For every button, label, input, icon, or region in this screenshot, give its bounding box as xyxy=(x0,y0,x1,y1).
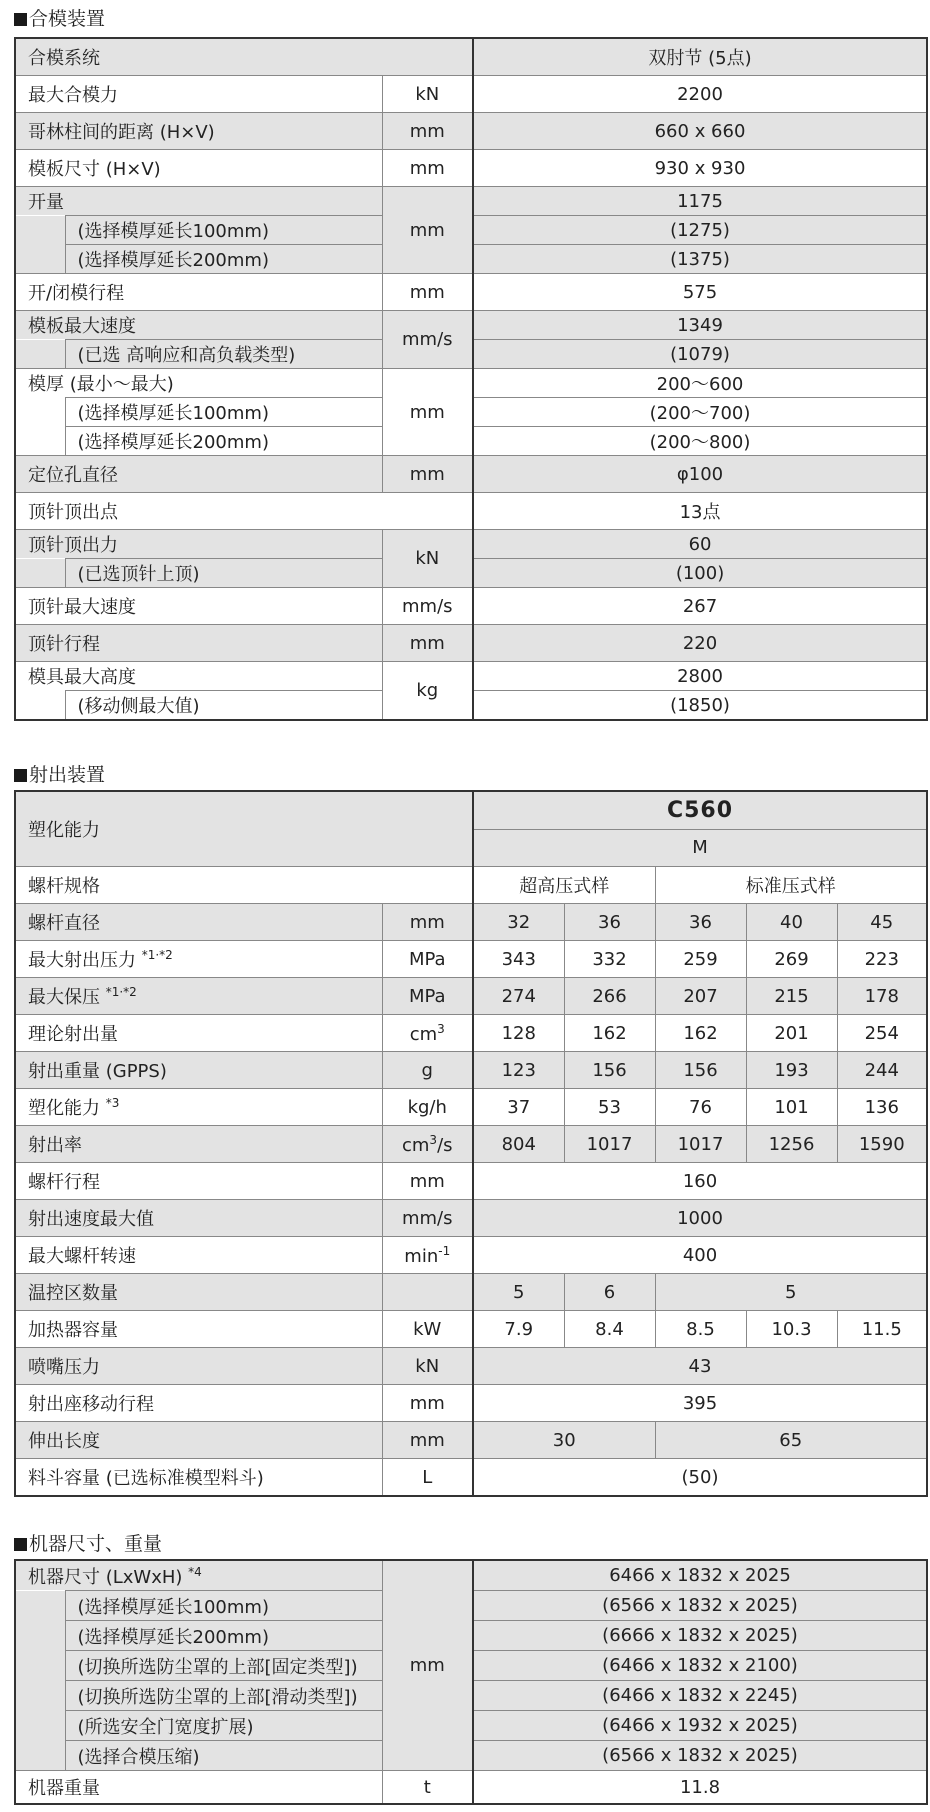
row-value: 1175 xyxy=(473,187,927,216)
row-value: 1590 xyxy=(837,1126,927,1163)
row-unit xyxy=(382,1015,473,1052)
row-value: (100) xyxy=(473,559,927,588)
row-value: 11.5 xyxy=(837,1311,927,1348)
row-value: 162 xyxy=(655,1015,746,1052)
row-value: 36 xyxy=(564,904,655,941)
clamp-system-value: 双肘节 (5点) xyxy=(473,38,927,76)
row-value: 215 xyxy=(746,978,837,1015)
row-unit: mm xyxy=(382,113,473,150)
row-label: 顶针行程 xyxy=(15,625,382,662)
row-value: 32 xyxy=(473,904,564,941)
row-value: 8.5 xyxy=(655,1311,746,1348)
label-text: 机器尺寸 (LxWxH) xyxy=(28,1566,189,1588)
table-row xyxy=(15,113,927,150)
row-sublabel: (所选安全门宽度扩展) xyxy=(65,1711,382,1741)
row-label: 螺杆行程 xyxy=(15,1163,382,1200)
row-value: 193 xyxy=(746,1052,837,1089)
row-value: (6466 x 1832 x 2245) xyxy=(473,1681,927,1711)
row-value: (6566 x 1832 x 2025) xyxy=(473,1741,927,1771)
row-value: (6466 x 1932 x 2025) xyxy=(473,1711,927,1741)
row-label: 温控区数量 xyxy=(15,1274,382,1311)
table-row xyxy=(15,274,927,311)
row-value: 76 xyxy=(655,1089,746,1126)
row-unit xyxy=(382,1126,473,1163)
unit-text: cm xyxy=(401,1134,430,1156)
row-sublabel: (选择合模压缩) xyxy=(65,1741,382,1771)
row-value: (200～700) xyxy=(473,398,927,427)
row-value: 1349 xyxy=(473,311,927,340)
row-sublabel: (选择模厚延长200mm) xyxy=(65,427,382,456)
row-value: (1850) xyxy=(473,691,927,721)
row-unit: mm/s xyxy=(382,1200,473,1237)
model-logo-text: C560 xyxy=(666,797,734,823)
row-value: 201 xyxy=(746,1015,837,1052)
row-value: 244 xyxy=(837,1052,927,1089)
row-value: 60 xyxy=(473,530,927,559)
row-unit: mm/s xyxy=(382,311,473,369)
row-value: 259 xyxy=(655,941,746,978)
table-row xyxy=(15,76,927,113)
square-bullet-icon xyxy=(14,13,27,26)
row-sublabel: (移动侧最大值) xyxy=(65,691,382,721)
row-unit: t xyxy=(382,1771,473,1805)
row-label xyxy=(15,904,382,941)
row-label: 加热器容量 xyxy=(15,1311,382,1348)
row-value: 400 xyxy=(473,1237,927,1274)
row-unit xyxy=(382,1052,473,1089)
row-value: 5 xyxy=(655,1274,927,1311)
row-unit: mm xyxy=(382,625,473,662)
row-unit: L xyxy=(382,1459,473,1497)
row-unit xyxy=(382,978,473,1015)
row-label: 模具最大高度 xyxy=(15,662,382,691)
square-bullet-icon xyxy=(14,769,27,782)
section-title-dimensions xyxy=(14,1531,162,1557)
indent-spacer xyxy=(15,1711,65,1741)
table-row xyxy=(15,1311,927,1348)
row-value: 65 xyxy=(655,1422,927,1459)
section-title-injection xyxy=(14,762,105,788)
row-value: 1017 xyxy=(564,1126,655,1163)
indent-spacer xyxy=(15,1621,65,1651)
section-title-text: 机器尺寸、重量 xyxy=(29,1533,163,1555)
row-value: 53 xyxy=(564,1089,655,1126)
row-label: 螺杆规格 xyxy=(15,867,473,904)
row-value: 266 xyxy=(564,978,655,1015)
row-label: 哥林柱间的距离 (H×V) xyxy=(15,113,382,150)
row-value: 178 xyxy=(837,978,927,1015)
label-text: 射出重量 (GPPS) xyxy=(28,1061,167,1082)
table-row xyxy=(15,1089,927,1126)
footnote-mark: *3 xyxy=(105,1096,120,1110)
unit-tail: /s xyxy=(437,1134,453,1156)
table-row xyxy=(15,978,927,1015)
row-unit: mm/s xyxy=(382,588,473,625)
row-unit: mm xyxy=(382,369,473,456)
row-value: 223 xyxy=(837,941,927,978)
table-row xyxy=(15,456,927,493)
row-unit: mm xyxy=(382,456,473,493)
model-variant: M xyxy=(473,829,927,867)
table-row xyxy=(15,1422,927,1459)
unit-text: cm xyxy=(409,1023,438,1045)
row-sublabel: (选择模厚延长100mm) xyxy=(65,216,382,245)
unit-text: kg/h xyxy=(407,1096,447,1118)
model-logo xyxy=(473,791,927,829)
injection-table xyxy=(14,790,928,1497)
row-value: 8.4 xyxy=(564,1311,655,1348)
row-unit: mm xyxy=(382,1385,473,1422)
row-unit: kg xyxy=(382,662,473,721)
row-value: φ100 xyxy=(473,456,927,493)
row-label: 最大合模力 xyxy=(15,76,382,113)
row-label xyxy=(15,1015,382,1052)
row-value: 220 xyxy=(473,625,927,662)
row-value: 274 xyxy=(473,978,564,1015)
row-unit xyxy=(382,1274,473,1311)
row-sublabel: (切换所选防尘罩的上部[滑动类型]) xyxy=(65,1681,382,1711)
row-value: 395 xyxy=(473,1385,927,1422)
row-value: 45 xyxy=(837,904,927,941)
row-label xyxy=(15,1560,382,1591)
row-value: 7.9 xyxy=(473,1311,564,1348)
square-bullet-icon xyxy=(14,1538,27,1551)
row-value: 269 xyxy=(746,941,837,978)
table-row xyxy=(15,1015,927,1052)
footnote-mark: *1·*2 xyxy=(105,985,137,999)
row-sublabel: (选择模厚延长100mm) xyxy=(65,1591,382,1621)
row-value: 1017 xyxy=(655,1126,746,1163)
row-label: 射出座移动行程 xyxy=(15,1385,382,1422)
row-label: 最大螺杆转速 xyxy=(15,1237,382,1274)
row-value: 123 xyxy=(473,1052,564,1089)
row-label: 模板尺寸 (H×V) xyxy=(15,150,382,187)
table-row xyxy=(15,791,927,829)
row-value: 128 xyxy=(473,1015,564,1052)
row-unit: mm xyxy=(382,1560,473,1771)
row-value: 43 xyxy=(473,1348,927,1385)
table-row xyxy=(15,38,927,76)
table-row xyxy=(15,588,927,625)
row-unit: mm xyxy=(382,187,473,274)
unit-text: MPa xyxy=(408,948,446,970)
table-row xyxy=(15,941,927,978)
row-value: 1000 xyxy=(473,1200,927,1237)
row-unit xyxy=(382,941,473,978)
table-row xyxy=(15,1385,927,1422)
row-value: (6466 x 1832 x 2100) xyxy=(473,1651,927,1681)
row-label: 模厚 (最小～最大) xyxy=(15,369,382,398)
table-row xyxy=(15,1771,927,1805)
table-row xyxy=(15,1348,927,1385)
row-value: 6 xyxy=(564,1274,655,1311)
row-label: 喷嘴压力 xyxy=(15,1348,382,1385)
table-row xyxy=(15,904,927,941)
label-text: 螺杆直径 xyxy=(28,913,100,934)
row-value: 343 xyxy=(473,941,564,978)
footnote-mark: *4 xyxy=(188,1564,202,1579)
row-value: 101 xyxy=(746,1089,837,1126)
row-label: 顶针顶出力 xyxy=(15,530,382,559)
row-value: (1375) xyxy=(473,245,927,274)
row-label: 定位孔直径 xyxy=(15,456,382,493)
unit-text: MPa xyxy=(408,985,446,1007)
row-value: 10.3 xyxy=(746,1311,837,1348)
row-value: 5 xyxy=(473,1274,564,1311)
row-sublabel: (切换所选防尘罩的上部[固定类型]) xyxy=(65,1651,382,1681)
row-value: 1256 xyxy=(746,1126,837,1163)
indent-spacer xyxy=(15,216,65,245)
row-value: 156 xyxy=(655,1052,746,1089)
row-unit: mm xyxy=(382,274,473,311)
section-title-text: 合模装置 xyxy=(29,8,106,30)
row-value: (6566 x 1832 x 2025) xyxy=(473,1591,927,1621)
row-value: 2200 xyxy=(473,76,927,113)
unit-sup: 3 xyxy=(437,1021,445,1036)
row-value: 2800 xyxy=(473,662,927,691)
indent-spacer xyxy=(15,398,65,427)
row-value: 36 xyxy=(655,904,746,941)
row-value: (1275) xyxy=(473,216,927,245)
indent-spacer xyxy=(15,427,65,456)
table-row xyxy=(15,311,927,340)
unit-sup: -1 xyxy=(438,1243,451,1258)
row-sublabel: (选择模厚延长200mm) xyxy=(65,245,382,274)
table-row xyxy=(15,1163,927,1200)
row-value: (200～800) xyxy=(473,427,927,456)
row-label xyxy=(15,941,382,978)
row-unit: kW xyxy=(382,1311,473,1348)
table-row xyxy=(15,1274,927,1311)
screw-type-standard: 标准压式样 xyxy=(655,867,927,904)
table-row xyxy=(15,1237,927,1274)
unit-sup: 3 xyxy=(429,1132,438,1147)
row-value: 660 x 660 xyxy=(473,113,927,150)
row-label: 顶针最大速度 xyxy=(15,588,382,625)
row-sublabel: (已选顶针上顶) xyxy=(65,559,382,588)
row-value: 207 xyxy=(655,978,746,1015)
row-unit xyxy=(382,1089,473,1126)
table-row xyxy=(15,867,927,904)
row-value: 156 xyxy=(564,1052,655,1089)
section-title-clamp xyxy=(14,6,105,32)
label-text: 射出率 xyxy=(28,1135,82,1156)
label-text: 最大射出压力 xyxy=(28,950,142,971)
row-label: 开/闭模行程 xyxy=(15,274,382,311)
indent-spacer xyxy=(15,1591,65,1621)
row-sublabel: (选择模厚延长200mm) xyxy=(65,1621,382,1651)
table-row xyxy=(15,1200,927,1237)
table-row xyxy=(15,369,927,398)
unit-text: mm xyxy=(409,911,445,933)
row-value: (50) xyxy=(473,1459,927,1497)
indent-spacer xyxy=(15,1651,65,1681)
indent-spacer xyxy=(15,1741,65,1771)
row-label: 料斗容量 (已选标准模型料斗) xyxy=(15,1459,382,1497)
row-value: 162 xyxy=(564,1015,655,1052)
row-label: 模板最大速度 xyxy=(15,311,382,340)
indent-spacer xyxy=(15,245,65,274)
row-sublabel: (已选 高响应和高负载类型) xyxy=(65,340,382,369)
unit-text: g xyxy=(421,1059,433,1081)
clamp-system-label: 合模系统 xyxy=(15,38,473,76)
row-unit: mm xyxy=(382,150,473,187)
row-value: 136 xyxy=(837,1089,927,1126)
row-value: 200～600 xyxy=(473,369,927,398)
label-text: 塑化能力 xyxy=(28,1098,106,1119)
row-value: (1079) xyxy=(473,340,927,369)
row-label: 伸出长度 xyxy=(15,1422,382,1459)
row-unit xyxy=(382,1237,473,1274)
row-label: 射出速度最大值 xyxy=(15,1200,382,1237)
row-label: 机器重量 xyxy=(15,1771,382,1805)
clamp-table xyxy=(14,37,928,721)
row-value: 267 xyxy=(473,588,927,625)
label-text: 最大保压 xyxy=(28,987,106,1008)
row-value: 930 x 930 xyxy=(473,150,927,187)
table-row xyxy=(15,187,927,216)
table-row xyxy=(15,1560,927,1591)
row-unit: mm xyxy=(382,1422,473,1459)
footnote-mark: *1·*2 xyxy=(141,948,173,962)
table-row xyxy=(15,625,927,662)
row-value: 30 xyxy=(473,1422,655,1459)
section-title-text: 射出装置 xyxy=(29,764,106,786)
row-value: (6666 x 1832 x 2025) xyxy=(473,1621,927,1651)
row-value: 575 xyxy=(473,274,927,311)
screw-type-high: 超高压式样 xyxy=(473,867,655,904)
row-value: 11.8 xyxy=(473,1771,927,1805)
indent-spacer xyxy=(15,691,65,721)
row-label xyxy=(15,1126,382,1163)
row-value: 13点 xyxy=(473,493,927,530)
row-value: 40 xyxy=(746,904,837,941)
table-row xyxy=(15,1126,927,1163)
row-unit: mm xyxy=(382,1163,473,1200)
table-row xyxy=(15,662,927,691)
row-value: 37 xyxy=(473,1089,564,1126)
row-unit: kN xyxy=(382,1348,473,1385)
row-value: 254 xyxy=(837,1015,927,1052)
table-row xyxy=(15,150,927,187)
row-sublabel: (选择模厚延长100mm) xyxy=(65,398,382,427)
row-label xyxy=(15,1052,382,1089)
row-value: 332 xyxy=(564,941,655,978)
table-row xyxy=(15,493,927,530)
row-value: 6466 x 1832 x 2025 xyxy=(473,1560,927,1591)
row-value: 160 xyxy=(473,1163,927,1200)
row-label: 顶针顶出点 xyxy=(15,493,473,530)
table-row xyxy=(15,1052,927,1089)
indent-spacer xyxy=(15,1681,65,1711)
indent-spacer xyxy=(15,340,65,369)
row-value: 804 xyxy=(473,1126,564,1163)
row-unit: kN xyxy=(382,76,473,113)
label-text: 理论射出量 xyxy=(28,1024,118,1045)
row-label xyxy=(15,978,382,1015)
row-label xyxy=(15,1089,382,1126)
unit-text: min xyxy=(404,1245,439,1267)
table-row xyxy=(15,530,927,559)
table-row xyxy=(15,1459,927,1497)
dimensions-table xyxy=(14,1559,928,1805)
row-label: 开量 xyxy=(15,187,382,216)
row-unit xyxy=(382,904,473,941)
indent-spacer xyxy=(15,559,65,588)
row-label: 塑化能力 xyxy=(15,791,473,867)
row-unit: kN xyxy=(382,530,473,588)
